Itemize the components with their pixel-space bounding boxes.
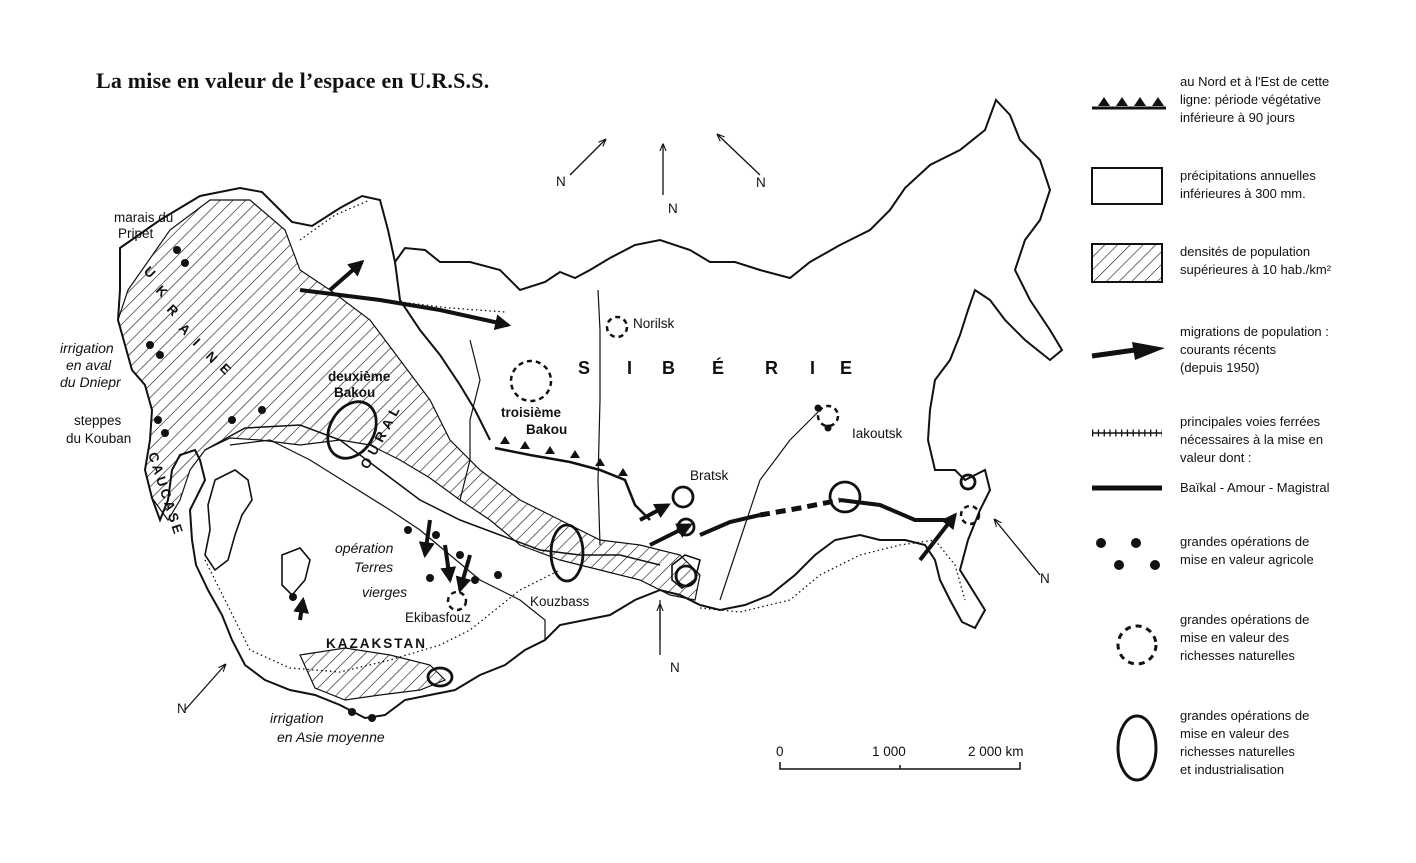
- blank-box-icon: [1092, 168, 1162, 204]
- label-siberie-r: R: [765, 358, 779, 378]
- legend-6-line-1: Baïkal - Amour - Magistral: [1180, 480, 1330, 495]
- label-caucase: CAUCASE: [145, 450, 187, 539]
- legend-8-line-2: mise en valeur des: [1180, 630, 1290, 645]
- legend-9-line-4: et industrialisation: [1180, 762, 1285, 777]
- legend-7-line-2: mise en valeur agricole: [1180, 552, 1314, 567]
- label-terres-vierges-2: Terres: [354, 559, 394, 575]
- label-kouzbass: Kouzbass: [530, 594, 590, 609]
- north-label: N: [177, 701, 187, 716]
- label-ukraine-k: K: [152, 282, 171, 301]
- scale-label-2000: 2 000 km: [968, 744, 1024, 759]
- legend-3-line-2: supérieures à 10 hab./km²: [1180, 262, 1332, 277]
- legend-4-line-3: (depuis 1950): [1180, 360, 1260, 375]
- dashed-circle-icon: [1118, 626, 1156, 664]
- dots-icon: [1096, 538, 1160, 570]
- scale-label-1000: 1 000: [872, 744, 906, 759]
- label-ukraine-u: U: [140, 263, 159, 282]
- legend-1-line-2: ligne: période végétative: [1180, 92, 1321, 107]
- legend-1-line-3: inférieure à 90 jours: [1180, 110, 1295, 125]
- north-label: N: [670, 660, 680, 675]
- legend-2-line-1: précipitations annuelles: [1180, 168, 1316, 183]
- label-troisieme-bakou-1: troisième: [501, 405, 562, 420]
- scale-label-0: 0: [776, 744, 784, 759]
- legend-5-line-1: principales voies ferrées: [1180, 414, 1321, 429]
- label-siberie-b: B: [662, 358, 676, 378]
- scale-bar: [776, 744, 1024, 769]
- label-siberie-e2: E: [840, 358, 854, 378]
- label-ukraine-a: A: [175, 320, 194, 339]
- label-terres-vierges-3: vierges: [362, 584, 408, 600]
- legend-8-line-1: grandes opérations de: [1180, 612, 1310, 627]
- label-kazakstan: KAZAKSTAN: [326, 636, 427, 651]
- north-label: N: [556, 174, 566, 189]
- label-ukraine-i: I: [189, 335, 204, 349]
- label-pripet-1: marais du: [114, 210, 174, 225]
- label-troisieme-bakou-2: Bakou: [526, 422, 568, 437]
- legend-9-line-2: mise en valeur des: [1180, 726, 1290, 741]
- label-kouban-1: steppes: [74, 413, 122, 428]
- label-siberie-i: I: [627, 358, 634, 378]
- label-asie-moyenne-1: irrigation: [270, 710, 324, 726]
- legend-1-line-1: au Nord et à l'Est de cette: [1180, 74, 1330, 89]
- legend-7-line-1: grandes opérations de: [1180, 534, 1310, 549]
- label-ekibasfouz: Ekibasfouz: [405, 610, 472, 625]
- legend-5-line-2: nécessaires à la mise en: [1180, 432, 1324, 447]
- label-ukraine-e: E: [216, 360, 234, 378]
- label-ukraine-r: R: [163, 301, 182, 320]
- north-label: N: [756, 175, 766, 190]
- label-deuxieme-bakou-2: Bakou: [334, 385, 376, 400]
- label-siberie-i2: I: [810, 358, 817, 378]
- legend-8-line-3: richesses naturelles: [1180, 648, 1295, 663]
- migration-arrow-icon: [1092, 342, 1165, 360]
- north-label: N: [1040, 571, 1050, 586]
- legend-9-line-3: richesses naturelles: [1180, 744, 1295, 759]
- legend-9-line-1: grandes opérations de: [1180, 708, 1310, 723]
- label-dniepr-2: en aval: [66, 357, 112, 373]
- hatched-box-icon: [1092, 244, 1162, 282]
- legend: [1092, 74, 1332, 780]
- label-oural: OURAL: [357, 399, 405, 472]
- label-siberie-e1: É: [712, 358, 726, 378]
- ellipse-icon: [1118, 716, 1156, 780]
- label-pripet-2: Pripet: [118, 226, 154, 241]
- legend-2-line-2: inférieures à 300 mm.: [1180, 186, 1306, 201]
- north-label: N: [668, 201, 678, 216]
- legend-4-line-2: courants récents: [1180, 342, 1277, 357]
- legend-4-line-1: migrations de population :: [1180, 324, 1329, 339]
- label-dniepr-3: du Dniepr: [60, 374, 121, 390]
- legend-3-line-1: densités de population: [1180, 244, 1311, 259]
- label-iakoutsk: Iakoutsk: [852, 426, 903, 441]
- label-dniepr-1: irrigation: [60, 340, 114, 356]
- label-bratsk: Bratsk: [690, 468, 729, 483]
- label-siberie-s: S: [578, 358, 592, 378]
- label-norilsk: Norilsk: [633, 316, 675, 331]
- label-terres-vierges-1: opération: [335, 540, 394, 556]
- legend-5-line-3: valeur dont :: [1180, 450, 1252, 465]
- label-asie-moyenne-2: en Asie moyenne: [277, 729, 385, 745]
- map-title: La mise en valeur de l’espace en U.R.S.S.: [96, 68, 490, 93]
- label-ukraine-n: N: [202, 348, 221, 367]
- label-kouban-2: du Kouban: [66, 431, 132, 446]
- triangle-line-icon: [1092, 97, 1166, 108]
- label-deuxieme-bakou-1: deuxième: [328, 369, 391, 384]
